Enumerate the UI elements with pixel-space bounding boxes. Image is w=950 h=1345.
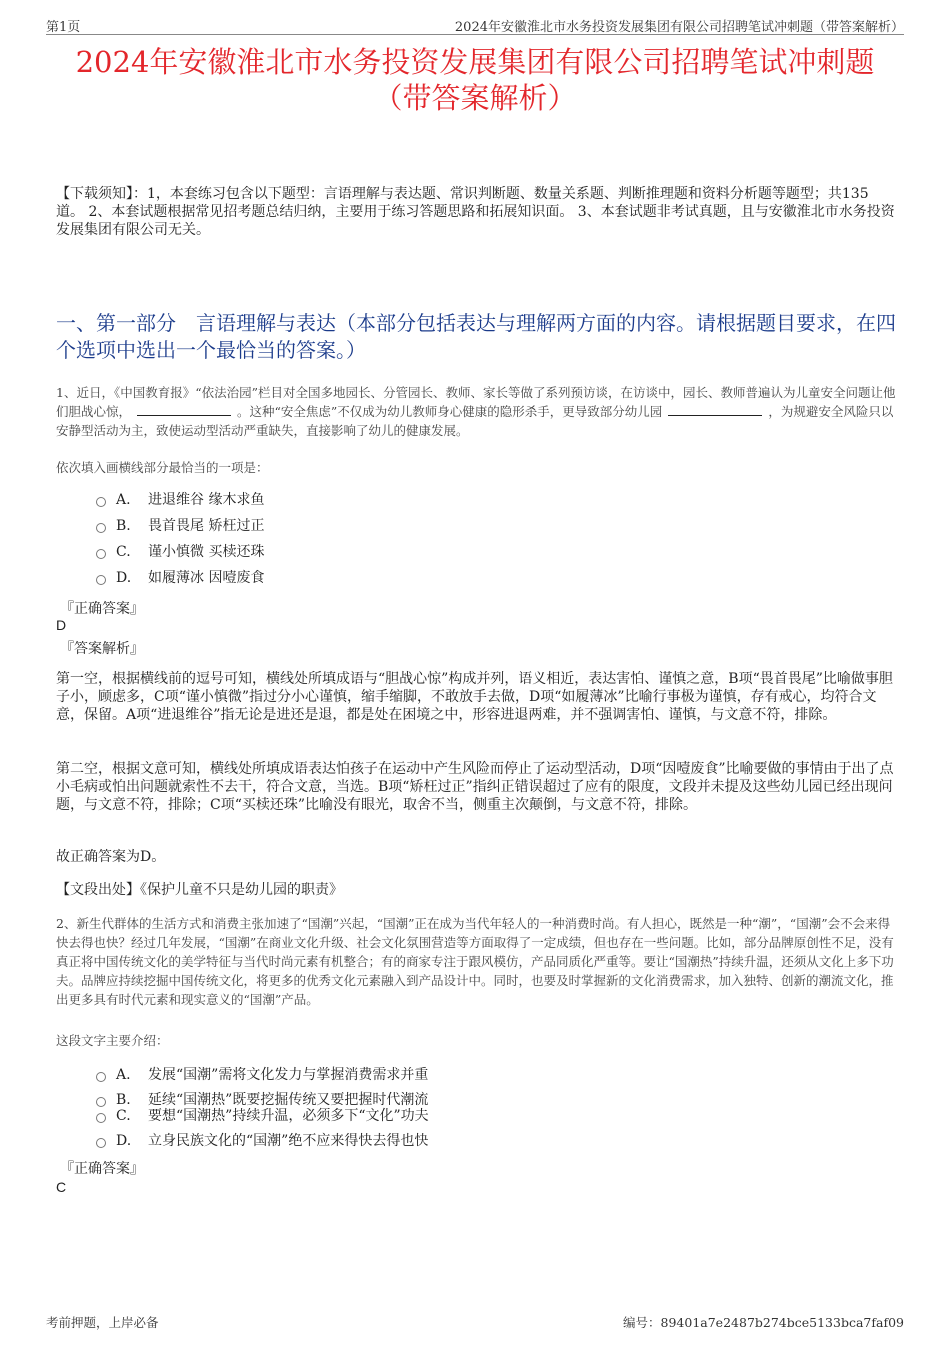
radio-icon[interactable] [96, 523, 106, 533]
option-text: 畏首畏尾 矫枉过正 [148, 518, 265, 534]
question-2-option-d[interactable] [96, 1131, 428, 1151]
option-letter: D. [116, 1133, 132, 1149]
answer-value: D [56, 617, 67, 633]
analysis-label: 『答案解析』 [60, 641, 144, 657]
radio-icon[interactable] [96, 1072, 106, 1082]
question-2-option-c[interactable] [96, 1106, 429, 1126]
question-1-ask: 依次填入画横线部分最恰当的一项是： [56, 460, 269, 475]
question-1-stem [56, 383, 896, 440]
option-text: 要想“国潮热”持续升温，必须多下“文化”功夫 [148, 1108, 429, 1124]
question-1-option-d[interactable] [96, 568, 264, 588]
radio-icon[interactable] [96, 1138, 106, 1148]
question-1-option-b[interactable] [96, 516, 264, 536]
option-text: 延续“国潮热”既要挖掘传统又要把握时代潮流 [148, 1092, 429, 1108]
page-number: 第1页 [46, 20, 81, 35]
footer-slogan: 考前押题，上岸必备 [46, 1315, 159, 1330]
option-text: 立身民族文化的“国潮”绝不应来得快去得也快 [148, 1133, 429, 1149]
answer-value: C [56, 1179, 67, 1195]
option-text: 如履薄冰 因噎废食 [148, 570, 265, 586]
answer-label: 『正确答案』 [60, 601, 144, 617]
page-header [46, 14, 904, 35]
radio-icon[interactable] [96, 549, 106, 559]
analysis-conclusion: 故正确答案为D。 [56, 849, 166, 865]
source-citation: 【文段出处】《保护儿童不只是幼儿园的职责》 [56, 882, 343, 898]
option-text: 谨小慎微 买椟还珠 [148, 544, 265, 560]
title-line-1: 2024年安徽淮北市水务投资发展集团有限公司招聘笔试冲刺题 [75, 45, 875, 79]
title-line-2: （带答案解析） [373, 81, 577, 115]
option-letter: B. [116, 1092, 131, 1108]
question-1-option-a[interactable] [96, 490, 264, 510]
analysis-paragraph-2: 第二空，根据文意可知，横线处所填成语表达怕孩子在运动中产生风险而停止了运动型活动，D项“因噎废食”比喻要做的事情由于出了点小毛病或怕出问题就索性不去干，符合文意，当选。B项“矫枉过正”指纠正错误超过了应有的限度，文段并未提及这些幼儿园已经出现问题，与文意不符，排除；C项“买椟还珠”比喻没有眼光，取舍不当，侧重主次颠倒，与文意不符，排除。 [56, 761, 894, 813]
footer-serial: 编号：89401a7e2487b274bce5133bca7faf09 [623, 1315, 904, 1330]
analysis-paragraph-1: 第一空，根据横线前的逗号可知，横线处所填成语与“胆战心惊”构成并列，语义相近，表达害怕、谨慎之意，B项“畏首畏尾”比喻做事胆子小，顾虑多，C项“谨小慎微”指过分小心谨慎，缩手缩脚，不敢放手去做，D项“如履薄冰”比喻行事极为谨慎，存有戒心，均符合文意，保留。A项“进退维谷”指无论是进还是退，都是处在困境之中，形容进退两难，并不强调害怕、谨慎，与文意不符，排除。 [56, 671, 893, 723]
option-letter: C. [116, 1108, 131, 1124]
question-2-stem: 2、新生代群体的生活方式和消费主张加速了“国潮”兴起，“国潮”正在成为当代年轻人的一种消费时尚。有人担心，既然是一种“潮”，“国潮”会不会来得快去得也快？经过几年发展，“国潮”在商业文化升级、社会文化氛围营造等方面取得了一定成绩，但也存在一些问题。比如，部分品牌原创性不足，没有真正将中国传统文化的美学特征与当代时尚元素有机整合；有的商家专注于跟风模仿，产品同质化严重等。要让“国潮热”持续升温，还须从文化上多下功夫。品牌应持续挖掘中国传统文化，将更多的优秀文化元素融入到产品设计中。同时，也要及时掌握新的文化消费需求，加入独特、创新的潮流文化，推出更多具有时代元素和现实意义的“国潮”产品。 [56, 916, 894, 1007]
fill-blank-2 [668, 403, 762, 416]
radio-icon[interactable] [96, 497, 106, 507]
header-doc-title: 2024年安徽淮北市水务投资发展集团有限公司招聘笔试冲刺题（带答案解析） [454, 20, 904, 35]
option-letter: A. [116, 492, 131, 508]
question-1-stem-c: ，为规避安全风险只以安静型活动为主，致使运动型活动严重缺失，直接影响了幼儿的健康发展。 [56, 404, 894, 438]
question-2-option-a[interactable] [96, 1065, 428, 1085]
radio-icon[interactable] [96, 575, 106, 585]
option-text: 进退维谷 缘木求鱼 [148, 492, 265, 508]
answer-label: 『正确答案』 [60, 1161, 144, 1177]
option-text: 发展“国潮”需将文化发力与掌握消费需求并重 [148, 1067, 429, 1083]
option-letter: C. [116, 544, 131, 560]
document-title [40, 44, 910, 116]
question-1-option-c[interactable] [96, 542, 264, 562]
option-letter: B. [116, 518, 131, 534]
question-1-stem-b: 。这种“安全焦虑”不仅成为幼儿教师身心健康的隐形杀手，更导致部分幼儿园 [237, 404, 663, 419]
option-letter: D. [116, 570, 132, 586]
question-2-ask: 这段文字主要介绍： [56, 1033, 169, 1048]
radio-icon[interactable] [96, 1113, 106, 1123]
question-1-stem-a: 1、近日，《中国教育报》“依法治园”栏目对全国多地园长、分管园长、教师、家长等做了系列预访谈，在访谈中，园长、教师普遍认为儿童安全问题让他们胆战心惊， [56, 385, 896, 419]
download-notice: 【下载须知】：1，本套练习包含以下题型：言语理解与表达题、常识判断题、数量关系题、判断推理题和资料分析题等题型；共135道。 2、本套试题根据常见招考题总结归纳，主要用于练习答题思路和拓展知识面。 3、本套试题非考试真题，且与安徽淮北市水务投资发展集团有限公司无关。 [56, 186, 895, 238]
section-heading: 一、第一部分 言语理解与表达（本部分包括表达与理解两方面的内容。请根据题目要求，在四个选项中选出一个最恰当的答案。） [56, 311, 896, 362]
option-letter: A. [116, 1067, 131, 1083]
fill-blank-1 [137, 403, 231, 416]
